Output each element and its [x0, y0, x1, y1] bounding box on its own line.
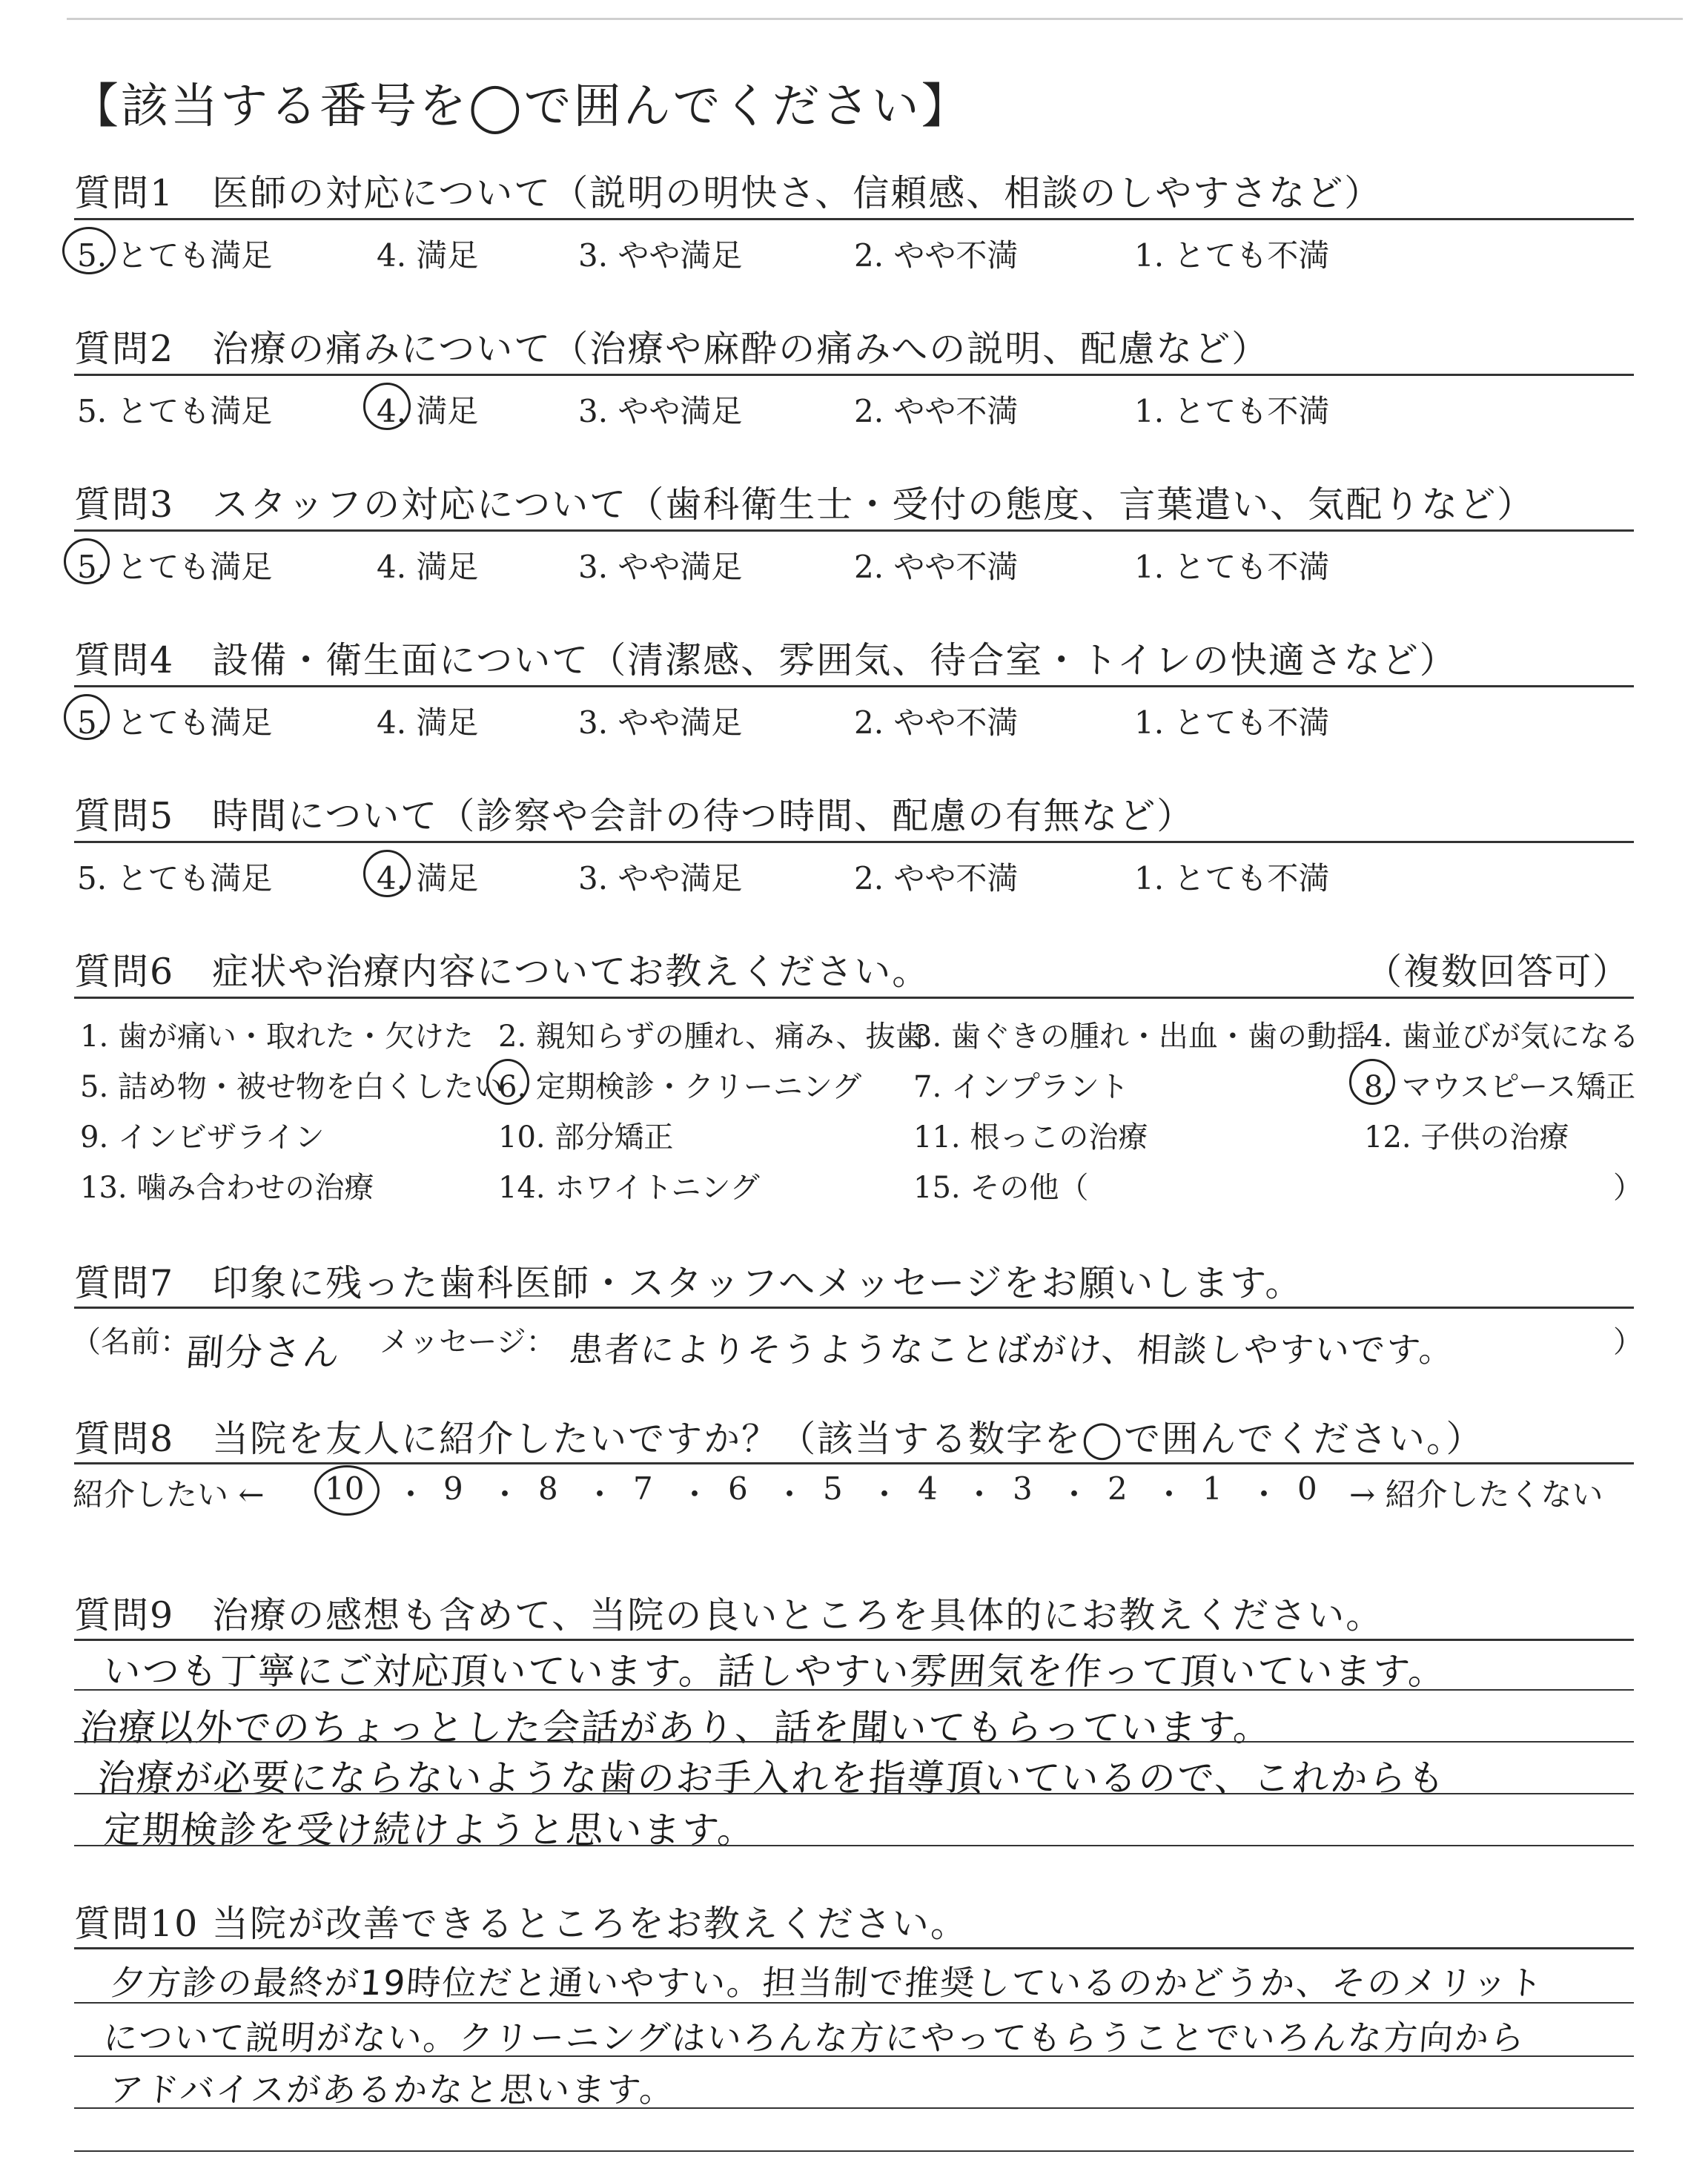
recommend-right-label: → 紹介したくない: [1349, 1476, 1603, 1513]
scale-5[interactable]: 5: [823, 1470, 843, 1507]
symptom-option[interactable]: 3. 歯ぐきの腫れ・出血・歯の動揺: [913, 1020, 1366, 1054]
rating-option-4[interactable]: 4. 満足: [377, 860, 479, 896]
symptom-option[interactable]: 1. 歯が痛い・取れた・欠けた: [80, 1020, 474, 1054]
rating-option-5[interactable]: 5. とても満足: [77, 549, 273, 585]
rating-option-2[interactable]: 2. やや不満: [854, 704, 1019, 741]
question-title: 質問6 症状や治療内容についてお教えください。: [74, 951, 930, 993]
recommend-left-label: 紹介したい ←: [73, 1476, 265, 1513]
rating-option-2[interactable]: 2. やや不満: [854, 393, 1019, 429]
question-rule: [74, 529, 1634, 532]
scale-4[interactable]: 4: [918, 1470, 938, 1507]
answer-line[interactable]: 治療以外でのちょっとした会話があり、話を聞いてもらっています。: [78, 1706, 1274, 1749]
answer-line[interactable]: いつも丁寧にご対応頂いています。話しやすい雰囲気を作って頂いています。: [102, 1650, 1449, 1693]
question-rule: [74, 1462, 1634, 1464]
rating-option-1[interactable]: 1. とても不満: [1134, 549, 1330, 585]
scale-0[interactable]: 0: [1297, 1470, 1317, 1507]
symptom-option[interactable]: 11. 根っこの治療: [913, 1120, 1148, 1155]
rating-option-2[interactable]: 2. やや不満: [854, 237, 1019, 274]
selection-circle: [64, 694, 110, 740]
symptom-option[interactable]: 12. 子供の治療: [1364, 1120, 1569, 1155]
symptom-option[interactable]: 2. 親知らずの腫れ、痛み、抜歯: [498, 1020, 925, 1054]
answer-rule: [74, 2002, 1634, 2004]
answer-rule: [74, 1689, 1634, 1691]
answer-rule: [74, 1845, 1634, 1846]
rating-option-2[interactable]: 2. やや不満: [854, 860, 1019, 896]
answer-line[interactable]: アドバイスがあるかなと思います。: [107, 2070, 677, 2110]
question-rule: [74, 218, 1634, 220]
question-title: 質問4 設備・衛生面について（清潔感、雰囲気、待合室・トイレの快適さなど）: [74, 639, 1457, 681]
answer-rule: [74, 2055, 1634, 2057]
close-paren: ）: [1613, 1325, 1643, 1359]
rating-option-4[interactable]: 4. 満足: [377, 237, 479, 274]
question-rule: [74, 1639, 1634, 1641]
symptom-option[interactable]: 14. ホワイトニング: [498, 1171, 760, 1205]
scale-9[interactable]: 9: [443, 1470, 463, 1507]
rating-option-4[interactable]: 4. 満足: [377, 393, 479, 429]
selection-circle: [314, 1465, 380, 1516]
symptom-option[interactable]: 7. インプラント: [913, 1070, 1129, 1104]
question-title: 質問5 時間について（診察や会計の待つ時間、配慮の有無など）: [74, 795, 1195, 837]
question-rule: [74, 841, 1634, 843]
answer-rule: [74, 2107, 1634, 2109]
question-rule: [74, 997, 1634, 999]
selection-circle: [1349, 1059, 1395, 1105]
rating-option-4[interactable]: 4. 満足: [377, 549, 479, 585]
symptom-option[interactable]: 5. 詰め物・被せ物を白くしたい: [80, 1070, 503, 1104]
question-title: 質問8 当院を友人に紹介したいですか？（該当する数字を◯で囲んでください。）: [74, 1418, 1484, 1460]
scale-8[interactable]: 8: [538, 1470, 558, 1507]
scale-6[interactable]: 6: [728, 1470, 748, 1507]
answer-line[interactable]: 定期検診を受け続けようと思います。: [102, 1809, 758, 1852]
answer-rule: [74, 1793, 1634, 1794]
question-title: 質問9 治療の感想も含めて、当院の良いところを具体的にお教えください。: [74, 1594, 1384, 1636]
rating-option-3[interactable]: 3. やや満足: [578, 860, 743, 896]
question-title: 質問10 当院が改善できるところをお教えください。: [74, 1903, 968, 1945]
rating-option-5[interactable]: 5. とても満足: [77, 237, 273, 274]
selection-circle: [62, 227, 116, 274]
page-header: 【該当する番号を◯で囲んでください】: [71, 79, 971, 134]
question-rule: [74, 374, 1634, 376]
selection-circle: [363, 850, 411, 897]
symptom-option-other[interactable]: 15. その他（: [913, 1171, 1089, 1205]
symptom-option[interactable]: 13. 噛み合わせの治療: [80, 1171, 374, 1205]
answer-line[interactable]: 夕方診の最終が19時位だと通いやすい。担当制で推奨しているのかどうか、そのメリット: [109, 1963, 1546, 2003]
question-title: 質問1 医師の対応について（説明の明快さ、信頼感、相談のしやすさなど）: [74, 172, 1383, 214]
rating-option-1[interactable]: 1. とても不満: [1134, 393, 1330, 429]
symptom-option[interactable]: 9. インビザライン: [80, 1120, 325, 1155]
scale-3[interactable]: 3: [1013, 1470, 1033, 1507]
multiple-answers-note: （複数回答可）: [1366, 951, 1631, 993]
answer-line[interactable]: 治療が必要にならないような歯のお手入れを指導頂いているので、これからも: [96, 1757, 1448, 1800]
selection-circle: [64, 538, 110, 584]
question-title: 質問2 治療の痛みについて（治療や麻酔の痛みへの説明、配慮など）: [74, 328, 1270, 370]
rating-option-4[interactable]: 4. 満足: [377, 704, 479, 741]
question-rule: [74, 685, 1634, 687]
message-label: メッセージ：: [380, 1325, 556, 1359]
name-value[interactable]: 副分さん: [185, 1331, 342, 1374]
question-rule: [74, 1947, 1634, 1949]
answer-line[interactable]: について説明がない。クリーニングはいろんな方にやってもらうことでいろんな方向から: [102, 2018, 1527, 2058]
other-close-paren: ）: [1613, 1171, 1643, 1205]
name-label: （名前：: [71, 1325, 190, 1359]
rating-option-3[interactable]: 3. やや満足: [578, 393, 743, 429]
rating-option-2[interactable]: 2. やや不満: [854, 549, 1019, 585]
question-title: 質問3 スタッフの対応について（歯科衛生士・受付の態度、言葉遣い、気配りなど）: [74, 483, 1535, 526]
rating-option-1[interactable]: 1. とても不満: [1134, 860, 1330, 896]
rating-option-1[interactable]: 1. とても不満: [1134, 704, 1330, 741]
top-border: [67, 18, 1683, 20]
rating-option-5[interactable]: 5. とても満足: [77, 704, 273, 741]
selection-circle: [486, 1059, 529, 1105]
scale-10[interactable]: 10: [325, 1470, 365, 1507]
question-title: 質問7 印象に残った歯科医師・スタッフへメッセージをお願いします。: [74, 1262, 1303, 1304]
symptom-option[interactable]: 8. マウスピース矯正: [1364, 1070, 1636, 1104]
rating-option-1[interactable]: 1. とても不満: [1134, 237, 1330, 274]
rating-option-3[interactable]: 3. やや満足: [578, 549, 743, 585]
selection-circle: [363, 383, 411, 430]
rating-option-3[interactable]: 3. やや満足: [578, 704, 743, 741]
scale-2[interactable]: 2: [1108, 1470, 1128, 1507]
message-value[interactable]: 患者によりそうようなことばがけ、相談しやすいです。: [567, 1330, 1457, 1370]
symptom-option[interactable]: 10. 部分矯正: [498, 1120, 674, 1155]
rating-option-3[interactable]: 3. やや満足: [578, 237, 743, 274]
answer-rule: [74, 2150, 1634, 2152]
answer-rule: [74, 1741, 1634, 1743]
scale-1[interactable]: 1: [1202, 1470, 1222, 1507]
scale-7[interactable]: 7: [633, 1470, 653, 1507]
question-rule: [74, 1307, 1634, 1309]
rating-option-5[interactable]: 5. とても満足: [77, 393, 273, 429]
symptom-option[interactable]: 4. 歯並びが気になる: [1364, 1020, 1639, 1054]
rating-option-5[interactable]: 5. とても満足: [77, 860, 273, 896]
symptom-option[interactable]: 6. 定期検診・クリーニング: [498, 1070, 862, 1104]
